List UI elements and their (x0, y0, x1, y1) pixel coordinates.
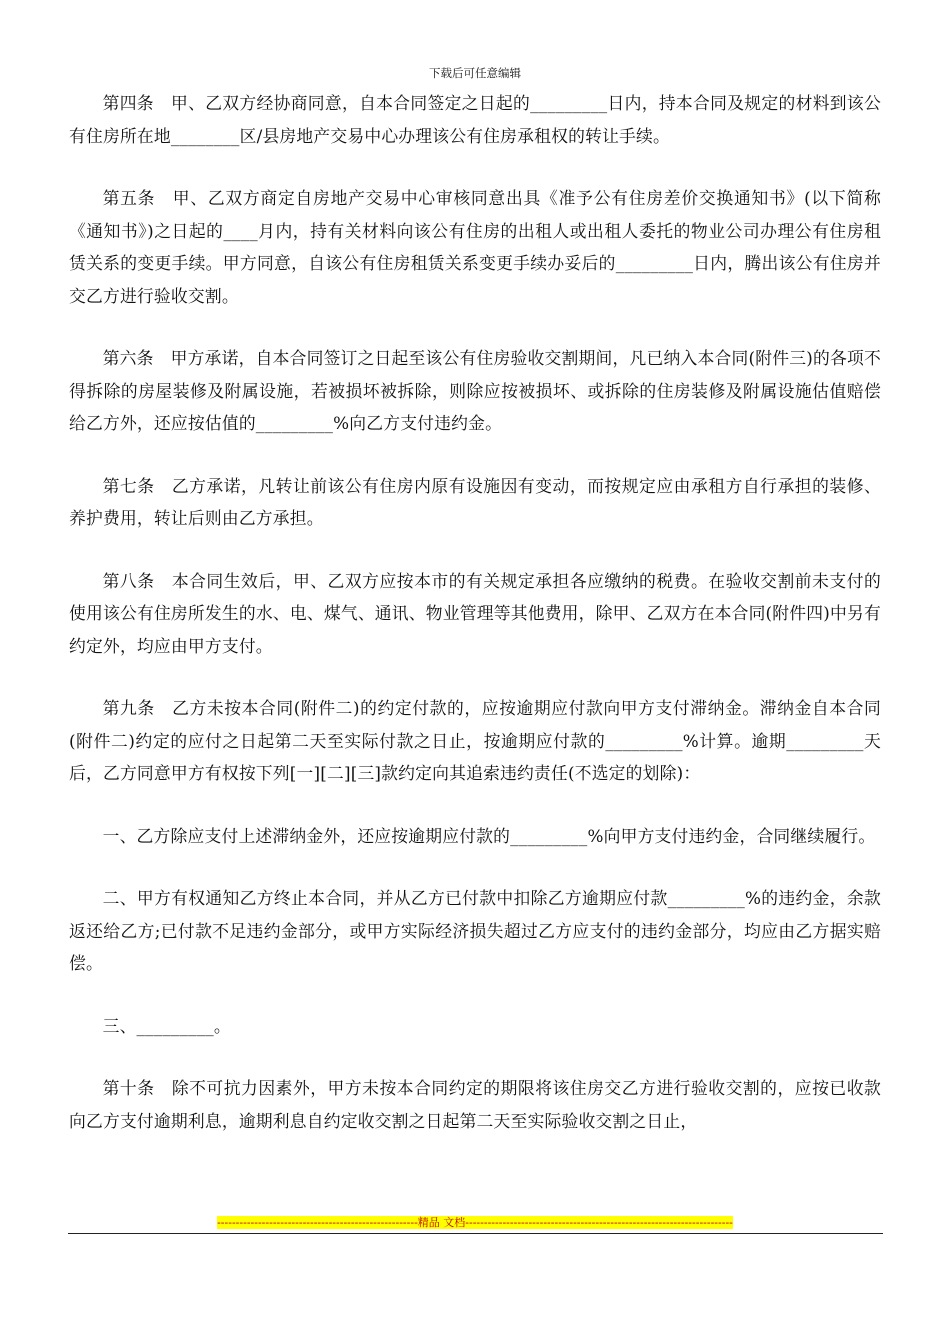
footer-banner (0, 1216, 950, 1230)
article-5: 第五条 甲、乙双方商定自房地产交易中心审核同意出具《准予公有住房差价交换通知书》(以下简称《通知书》)之日起的____月内，持有关材料向该公有住房的出租人或出租人委托的物业公司办理公有住房租赁关系的变更手续。甲方同意，自该公有住房租赁关系变更手续办妥后的_________日内，腾出该公有住房并交乙方进行验收交割。 (69, 188, 881, 306)
article-7: 第七条 乙方承诺，凡转让前该公有住房内原有设施因有变动，而按规定应由承租方自行承担的装修、养护费用，转让后则由乙方承担。 (69, 475, 881, 528)
article-9: 第九条 乙方未按本合同(附件二)的约定付款的，应按逾期应付款向甲方支付滞纳金。滞纳金自本合同(附件二)约定的应付之日起第二天至实际付款之日止，按逾期应付款的_________%计算。逾期_________天后，乙方同意甲方有权按下列[一][二][三]款约定向其追索违约责任(不选定的划除)： (69, 698, 881, 783)
article-8: 第八条 本合同生效后，甲、乙双方应按本市的有关规定承担各应缴纳的税费。在验收交割前未支付的使用该公有住房所发生的水、电、煤气、通讯、物业管理等其他费用，除甲、乙双方在本合同(附件四)中另有约定外，均应由甲方支付。 (69, 570, 881, 656)
article-10: 第十条 除不可抗力因素外，甲方未按本合同约定的期限将该住房交乙方进行验收交割的，应按已收款向乙方支付逾期利息，逾期利息自约定收交割之日起第二天至实际验收交割之日止， (69, 1078, 881, 1131)
contract-body (69, 87, 881, 1167)
article-4: 第四条 甲、乙双方经协商同意，自本合同签定之日起的_________日内，持本合同及规定的材料到该公有住房所在地________区/县房地产交易中心办理该公有住房承租权的转让手续。 (69, 93, 881, 146)
article-9-clause-3: 三、_________。 (102, 1015, 231, 1036)
article-9-clause-1: 一、乙方除应支付上述滞纳金外，还应按逾期应付款的_________%向甲方支付违约金，合同继续履行。 (102, 825, 876, 846)
article-9-clause-2: 二、甲方有权通知乙方终止本合同，并从乙方已付款中扣除乙方逾期应付款_________%的违约金，余款返还给乙方;已付款不足违约金部分，或甲方实际经济损失超过乙方应支付的违约金部分，均应由乙方据实赔偿。 (69, 888, 881, 973)
footer-text: ------------------------------------------------------精品 文档------------------------------------------------------------------------ (217, 1216, 733, 1229)
header-note: 下载后可任意编辑 (429, 66, 521, 80)
footer-rule (68, 1233, 883, 1234)
article-6: 第六条 甲方承诺，自本合同签订之日起至该公有住房验收交割期间，凡已纳入本合同(附件三)的各项不得拆除的房屋装修及附属设施，若被损坏被拆除，则除应按被损坏、或拆除的住房装修及附属设施估值赔偿给乙方外，还应按估值的_________%向乙方支付违约金。 (69, 348, 881, 433)
